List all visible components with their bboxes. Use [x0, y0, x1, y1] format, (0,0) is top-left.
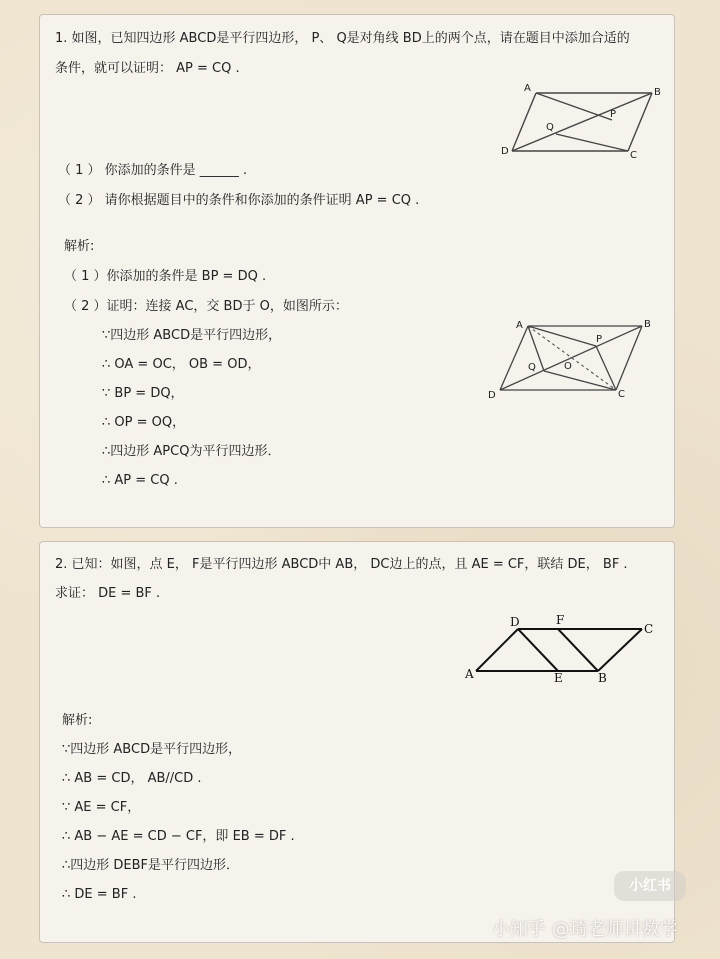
q1-figure-parallelogram	[496, 80, 676, 162]
fig2-label-B: B	[644, 319, 651, 330]
q2-step-5: ∴四边形 DEBF是平行四边形．	[62, 858, 240, 873]
q2-stem-line2: 求证： DE = BF .	[55, 586, 161, 601]
q1-step-4: ∴ OP = OQ，	[102, 415, 186, 430]
q1-step-3: ∵ BP = DQ，	[102, 386, 184, 401]
fig2-label-A: A	[516, 320, 523, 331]
fig1-label-Q: Q	[546, 122, 554, 133]
q2-figure-parallelogram	[460, 610, 670, 690]
fig2-label-D: D	[488, 390, 496, 401]
fig1-label-B: B	[654, 87, 661, 98]
q2-step-3: ∵ AE = CF，	[62, 800, 141, 815]
q2-fig-label-D: D	[510, 615, 520, 629]
q2-fig-label-A: A	[465, 667, 474, 681]
q2-fig-label-E: E	[554, 671, 563, 685]
xiaohongshu-watermark: 小红书	[614, 871, 686, 901]
fig1-label-P: P	[610, 109, 617, 120]
q1-step-5: ∴四边形 APCQ为平行四边形．	[102, 444, 281, 459]
fig1-label-C: C	[630, 150, 637, 161]
q1-figure-with-diagonal	[484, 316, 664, 400]
fig1-label-D: D	[501, 146, 509, 157]
q2-fig-label-B: B	[598, 671, 607, 685]
q1-sub-question-1: （ 1 ） 你添加的条件是 ______ .	[58, 163, 248, 178]
fig2-label-P: P	[596, 334, 603, 345]
q2-step-2: ∴ AB = CD， AB//CD .	[62, 771, 202, 786]
author-watermark: 小知乎 @琦老师讲数学	[492, 919, 678, 940]
fig2-label-Q: Q	[528, 362, 536, 373]
q1-step-2: ∴ OA = OC， OB = OD，	[102, 357, 261, 372]
fig2-label-O: O	[564, 361, 572, 372]
q2-analysis-label: 解析:	[62, 713, 93, 728]
fig1-label-A: A	[524, 83, 531, 94]
q1-stem-line1: 1. 如图，已知四边形 ABCD是平行四边形， P、 Q是对角线 BD上的两个点，请在题目中添加合适的	[55, 31, 630, 46]
q2-step-6: ∴ DE = BF .	[62, 887, 137, 902]
q1-stem-line2: 条件，就可以证明： AP = CQ .	[55, 61, 240, 76]
q2-step-4: ∴ AB − AE = CD − CF，即 EB = DF .	[62, 829, 295, 844]
q1-answer-1: （ 1 ）你添加的条件是 BP = DQ .	[64, 269, 267, 284]
q1-step-6: ∴ AP = CQ .	[102, 473, 178, 488]
q2-fig-label-C: C	[644, 622, 654, 636]
q1-step-1: ∵四边形 ABCD是平行四边形，	[102, 328, 282, 343]
q1-analysis-label: 解析:	[64, 239, 95, 254]
q1-answer-2: （ 2 ）证明：连接 AC，交 BD于 O，如图所示：	[64, 299, 348, 314]
q2-step-1: ∵四边形 ABCD是平行四边形，	[62, 742, 242, 757]
q2-fig-label-F: F	[556, 613, 565, 627]
q1-sub-question-2: （ 2 ） 请你根据题目中的条件和你添加的条件证明 AP = CQ .	[58, 193, 420, 208]
fig2-label-C: C	[618, 389, 625, 400]
q2-stem-line1: 2. 已知：如图，点 E， F是平行四边形 ABCD中 AB， DC边上的点，且 AE = CF，联结 DE， BF .	[55, 557, 628, 572]
